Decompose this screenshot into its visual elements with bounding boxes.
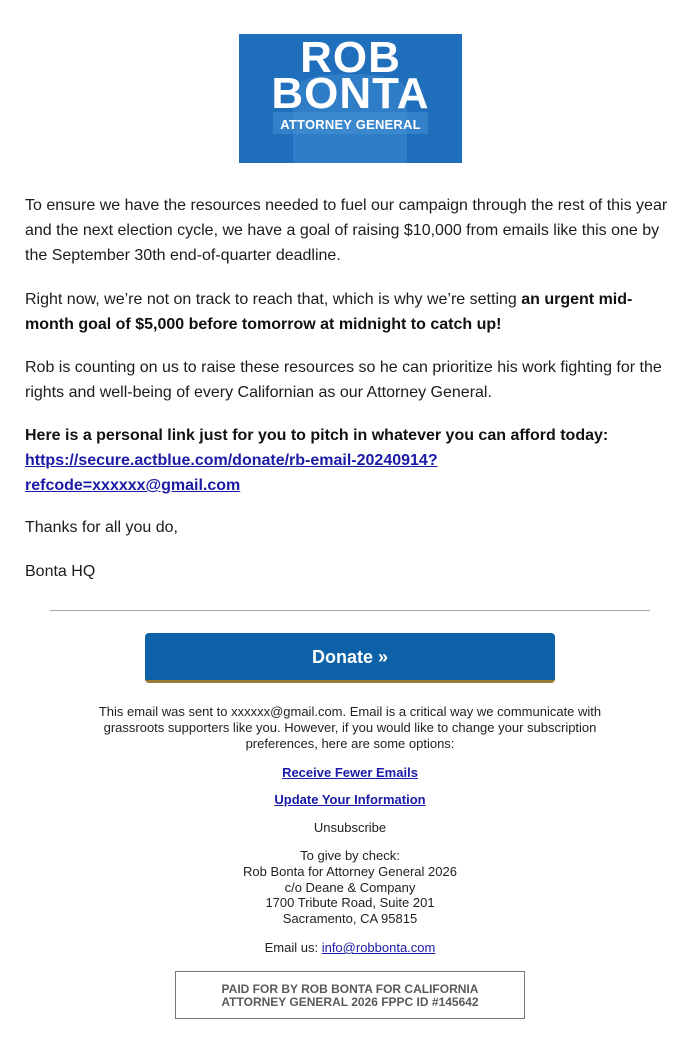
address-line: To give by check: <box>300 848 400 863</box>
donate-link-line2[interactable]: refcode=xxxxxx@gmail.com <box>25 477 241 494</box>
footer-notice: This email was sent to xxxxxx@gmail.com. Email is a critical way we communicate with grassroots supporters like you. However, if you would like to change your subscription preferences, here are some options: <box>98 704 602 751</box>
donate-link[interactable] <box>25 452 438 494</box>
logo-text-rob: ROB <box>300 34 401 82</box>
logo-text-attorney-general: ATTORNEY GENERAL <box>280 117 421 132</box>
paragraph-goal: To ensure we have the resources needed to fuel our campaign through the rest of this year and the next election cycle, we have a goal of raising $10,000 from emails like this one by the September 30th end-of-quarter deadline. <box>25 197 668 264</box>
email-address-link[interactable]: info@robbonta.com <box>321 940 436 955</box>
campaign-logo <box>239 34 462 163</box>
paragraph-counting: Rob is counting on us to raise these resources so he can prioritize his work fighting for the rights and well-being of every Californian as our Attorney General. <box>25 359 662 401</box>
unsubscribe-link[interactable]: Unsubscribe <box>313 820 387 835</box>
address-line: 1700 Tribute Road, Suite 201 <box>265 895 435 911</box>
email-us-label: Email us: <box>264 940 322 955</box>
update-info-row <box>0 792 700 808</box>
donate-button[interactable]: Donate » <box>145 633 555 683</box>
paragraph-urgent <box>25 287 677 337</box>
address-line: c/o Deane & Company <box>284 879 416 895</box>
paragraph-urgent-bold: an urgent mid-month goal of $5,000 before tomorrow at midnight to catch up! <box>25 291 633 333</box>
fewer-emails-link[interactable]: Receive Fewer Emails <box>282 765 418 780</box>
paragraph-urgent-plain: Right now, we’re not on track to reach that, which is why we’re setting <box>25 291 522 308</box>
paid-for-line: PAID FOR BY ROB BONTA FOR CALIFORNIA <box>221 982 479 996</box>
paragraph-thanks: Thanks for all you do, <box>25 519 178 536</box>
paid-for-line: ATTORNEY GENERAL 2026 FPPC ID #145642 <box>221 995 479 1009</box>
mailing-address <box>0 848 700 927</box>
paragraph-personal-link <box>25 423 677 498</box>
fewer-emails-row <box>0 765 700 781</box>
divider <box>50 610 650 611</box>
personal-link-intro: Here is a personal link just for you to pitch in whatever you can afford today: <box>25 427 609 444</box>
logo-text-bonta: BONTA <box>271 69 430 118</box>
address-line: Sacramento, CA 95815 <box>282 911 418 927</box>
signature: Bonta HQ <box>25 563 96 580</box>
update-info-link[interactable]: Update Your Information <box>274 792 426 807</box>
donate-link-line1[interactable]: https://secure.actblue.com/donate/rb-email-20240914? <box>25 452 438 469</box>
address-line: Rob Bonta for Attorney General 2026 <box>243 863 457 879</box>
email-us-row <box>0 940 700 956</box>
paid-for-disclaimer <box>175 971 525 1019</box>
